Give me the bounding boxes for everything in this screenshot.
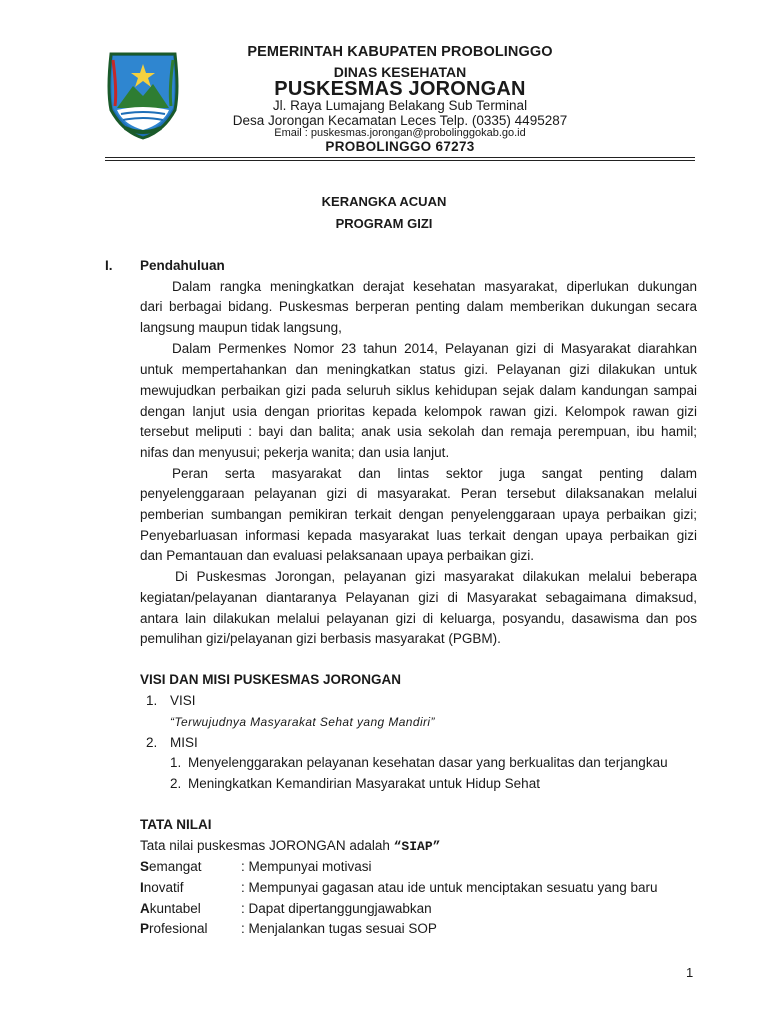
value-description: : Menjalankan tugas sesuai SOP (241, 921, 437, 936)
value-initial: S (140, 859, 150, 874)
misi-item: Menyelenggarakan pelayanan kesehatan dasar yang berkualitas dan terjangkau (188, 755, 668, 770)
paragraph-line: Dalam Permenkes Nomor 23 tahun 2014, Pelayanan gizi di Masyarakat diarahkan (172, 341, 697, 356)
paragraph-line: pemberian sumbangan pemikiran terkait dengan penyelenggaraan upaya perbaikan gizi; (140, 507, 697, 522)
value-initial: P (140, 921, 150, 936)
paragraph-line: dari berbagai bidang. Puskesmas berperan penting dalam memberikan dukungan secara (140, 299, 697, 314)
paragraph-line: mewujudkan perbaikan gizi pada seluruh siklus kehidupan sejak dalam kandungan sampai (140, 383, 697, 398)
letterhead-divider (105, 157, 695, 158)
department-name: DINAS KESEHATAN (333, 64, 467, 80)
value-name (140, 921, 208, 936)
value-rest: emangat (149, 859, 202, 874)
value-rest: rofesional (149, 921, 208, 936)
paragraph-line: untuk mempertahankan dan meningkatkan status gizi. Pelayanan gizi dilakukan untuk (140, 362, 697, 377)
misi-number: 2. (146, 735, 158, 750)
page-number: 1 (686, 965, 694, 980)
paragraph-line: penyelenggaraan pelayanan gizi di masyarakat. Peran tersebut dilaksanakan melalui (140, 486, 697, 501)
value-name (140, 859, 202, 874)
value-description: : Mempunyai motivasi (241, 859, 372, 874)
government-name: PEMERINTAH KABUPATEN PROBOLINGGO (247, 44, 553, 60)
siap-acronym: “SIAP” (393, 839, 441, 854)
misi-label: MISI (170, 735, 198, 750)
value-initial: A (140, 901, 150, 916)
paragraph-line: pemulihan gizi/pelayanan gizi berbasis masyarakat (PGBM). (140, 631, 501, 646)
institution-name: PUSKESMAS JORONGAN (274, 78, 526, 100)
misi-item-number: 2. (170, 776, 182, 791)
visi-label: VISI (170, 693, 196, 708)
value-rest: kuntabel (149, 901, 201, 916)
paragraph-line: Peran serta masyarakat dan lintas sektor juga sangat penting dalam (172, 466, 697, 481)
paragraph-line: dengan lanjut usia dengan prioritas kepada kelompok rawan gizi. Kelompok rawan gizi (140, 404, 697, 419)
misi-item-number: 1. (170, 755, 182, 770)
paragraph-line: langsung maupun tidak langsung, (140, 320, 342, 335)
visi-number: 1. (146, 693, 158, 708)
value-description: : Dapat dipertanggungjawabkan (241, 901, 432, 916)
value-initial: I (140, 880, 144, 895)
document-subtitle: PROGRAM GIZI (335, 216, 433, 231)
paragraph-line: antara lain dilakukan melalui pelayanan gizi di keluarga, posyandu, dasawisma dan pos (140, 611, 697, 626)
address-line: Jl. Raya Lumajang Belakang Sub Terminal (272, 98, 528, 113)
value-rest: novatif (143, 880, 184, 895)
probolinggo-regency-emblem-icon (103, 50, 183, 140)
address-phone-line: Desa Jorongan Kecamatan Leces Telp. (0335) 4495287 (232, 113, 568, 128)
city-postcode: PROBOLINGGO 67273 (325, 139, 475, 154)
document-title: KERANGKA ACUAN (321, 194, 447, 209)
paragraph-line: kegiatan/pelayanan diantaranya Pelayanan gizi di Masyarakat sebagaimana dimaksud, (140, 590, 697, 605)
email-line: Email : puskesmas.jorongan@probolinggokab.go.id (274, 127, 526, 139)
paragraph-line: Penyebarluasan informasi kepada masyarakat luas terkait dengan upaya perbaikan gizi (140, 528, 697, 543)
visi-statement: “Terwujudnya Masyarakat Sehat yang Mandiri” (170, 715, 435, 729)
paragraph-line: tersebut meliputi : bayi dan balita; anak usia sekolah dan remaja perempuan, ibu hamil; (140, 424, 697, 439)
paragraph-line: dan Pemantauan dan evaluasi pelaksanaan upaya perbaikan gizi. (140, 548, 535, 563)
value-name (140, 901, 201, 916)
tata-nilai-heading: TATA NILAI (140, 817, 212, 832)
visi-misi-heading: VISI DAN MISI PUSKESMAS JORONGAN (140, 672, 402, 687)
value-description: : Mempunyai gagasan atau ide untuk menciptakan sesuatu yang baru (241, 880, 658, 895)
tata-nilai-intro-text: Tata nilai puskesmas JORONGAN adalah (140, 838, 394, 853)
letterhead-divider-thin (105, 160, 695, 161)
paragraph-line: Di Puskesmas Jorongan, pelayanan gizi masyarakat dilakukan melalui beberapa (175, 569, 697, 584)
paragraph-line: Dalam rangka meningkatkan derajat kesehatan masyarakat, diperlukan dukungan (172, 279, 697, 294)
value-name (140, 880, 184, 895)
tata-nilai-intro (140, 838, 440, 854)
misi-item: Meningkatkan Kemandirian Masyarakat untuk Hidup Sehat (188, 776, 540, 791)
letterhead (0, 38, 768, 160)
section-number: I. (105, 258, 113, 273)
section-heading: Pendahuluan (140, 258, 225, 273)
paragraph-line: nifas dan menyusui; pekerja wanita; dan usia lanjut. (140, 445, 450, 460)
